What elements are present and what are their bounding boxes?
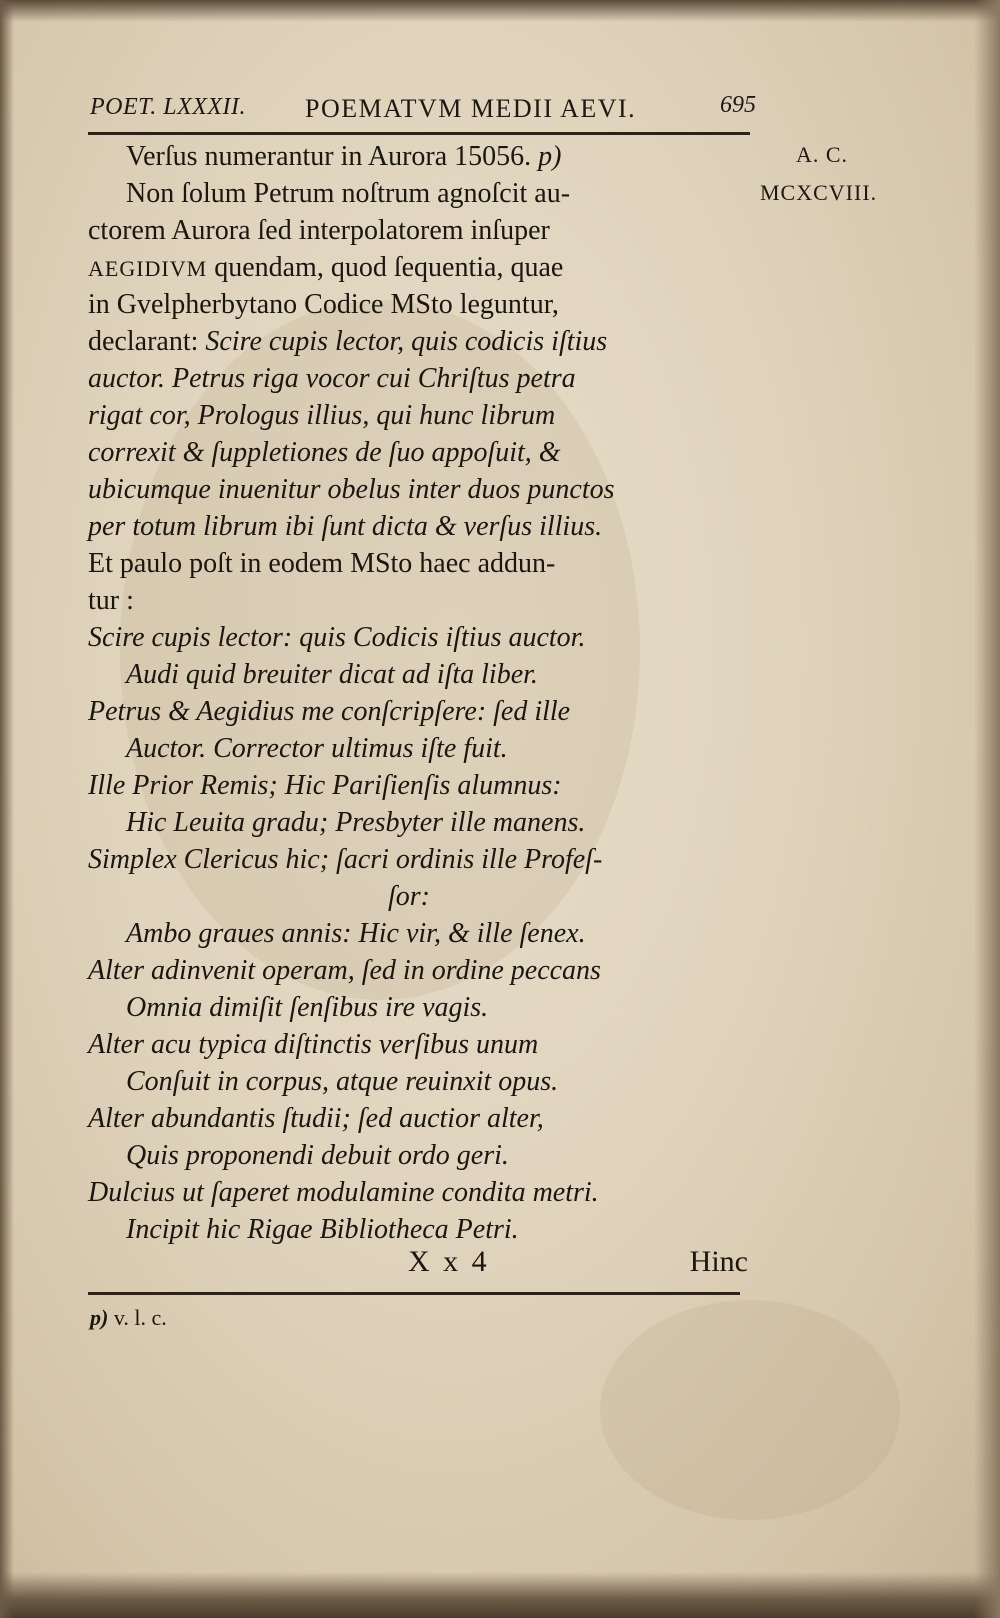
verse-line: Alter abundantis ſtudii; ſed auctior alter,: [88, 1103, 544, 1134]
page-edge-right: [974, 0, 1000, 1618]
page-edge-bottom: [0, 1572, 1000, 1618]
paper-stain: [600, 1300, 900, 1520]
text-line: declarant: Scire cupis lector, quis codicis iſtius: [88, 326, 608, 357]
header-title: POEMATVM MEDII AEVI.: [305, 94, 637, 123]
text-line: tur :: [88, 585, 134, 616]
page-foot-row: [88, 1245, 748, 1285]
footnote-rule: [88, 1292, 740, 1295]
verse-line: Dulcius ut ſaperet modulamine condita metri.: [88, 1177, 599, 1208]
running-header: [90, 92, 780, 132]
text-line: auctor. Petrus riga vocor cui Chriſtus petra: [88, 363, 576, 394]
verse-line: Incipit hic Rigae Bibliotheca Petri.: [126, 1214, 519, 1245]
text-line: Verſus numerantur in Aurora 15056. p): [126, 141, 562, 172]
page-edge-left: [0, 0, 14, 1618]
footnote: [90, 1305, 167, 1331]
verse-line: Simplex Clericus hic; ſacri ordinis ille Profeſ-: [88, 844, 603, 875]
page-number: 695: [720, 92, 756, 118]
text-line: Et paulo poſt in eodem MSto haec addun-: [88, 548, 556, 579]
margin-year-label: A. C.: [796, 142, 849, 167]
text-line: AEGIDIVM quendam, quod ſequentia, quae: [88, 252, 564, 283]
verse-line: Conſuit in corpus, atque reuinxit opus.: [126, 1066, 559, 1097]
verse-line: Hic Leuita gradu; Presbyter ille manens.: [126, 807, 586, 838]
verse-line: Omnia dimiſit ſenſibus ire vagis.: [126, 992, 489, 1023]
footnote-mark: p): [90, 1305, 109, 1330]
verse-line: Petrus & Aegidius me conſcripſere: ſed ille: [88, 696, 571, 727]
text-line: ctorem Aurora ſed interpolatorem inſuper: [88, 215, 550, 246]
verse-line: Auctor. Corrector ultimus iſte fuit.: [126, 733, 508, 764]
verse-line: Audi quid breuiter dicat ad iſta liber.: [126, 659, 538, 690]
footnote-ref: p): [538, 141, 562, 172]
verse-line: Alter adinvenit operam, ſed in ordine peccans: [88, 955, 601, 986]
verse-line: Alter acu typica diſtinctis verſibus unum: [88, 1029, 539, 1060]
text-line: per totum librum ibi ſunt dicta & verſus illius.: [88, 511, 603, 542]
verse-line: Quis proponendi debuit ordo geri.: [126, 1140, 509, 1171]
text-line: ubicumque inuenitur obelus inter duos punctos: [88, 474, 615, 505]
verse-line: Ambo graues annis: Hic vir, & ille ſenex.: [126, 918, 586, 949]
verse-line: Scire cupis lector: quis Codicis iſtius auctor.: [88, 622, 586, 653]
text-line: in Gvelpherbytano Codice MSto leguntur,: [88, 289, 559, 320]
text-line: Non ſolum Petrum noſtrum agnoſcit au-: [126, 178, 571, 209]
signature-mark: X x 4: [408, 1245, 490, 1278]
margin-year-value: MCXCVIII.: [760, 180, 878, 205]
footnote-text: v. l. c.: [108, 1305, 167, 1330]
text-line: rigat cor, Prologus illius, qui hunc librum: [88, 400, 556, 431]
header-rule: [88, 132, 750, 135]
page-body: [88, 138, 768, 1248]
verse-line: ſor:: [388, 881, 430, 912]
text-line: correxit & ſuppletiones de ſuo appoſuit, &: [88, 437, 561, 468]
header-left: POET. LXXXII.: [90, 94, 247, 120]
page-edge-top: [0, 0, 1000, 22]
verse-line: Ille Prior Remis; Hic Pariſienſis alumnus:: [88, 770, 562, 801]
catchword: Hinc: [689, 1245, 748, 1278]
